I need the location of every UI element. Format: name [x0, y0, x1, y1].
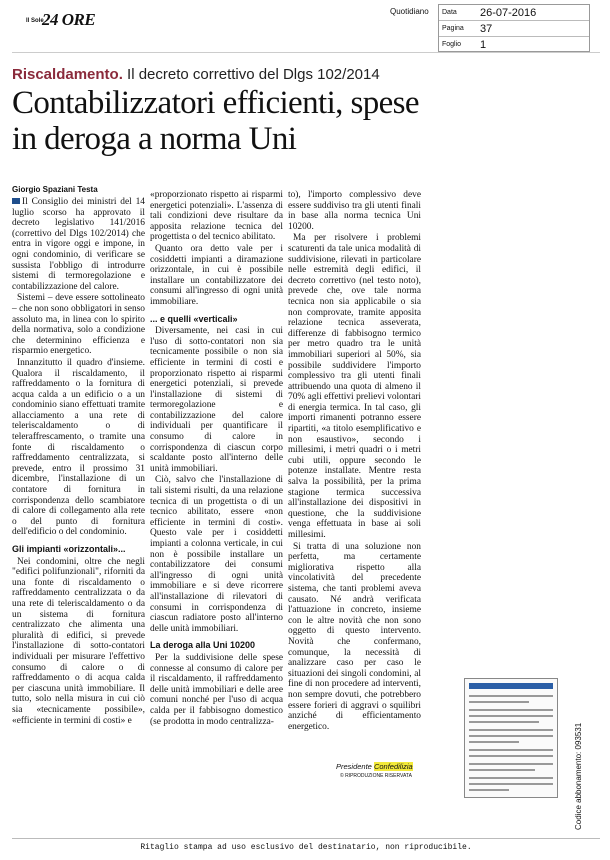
- subscription-code: Codice abbonamento: 093531: [574, 722, 583, 830]
- thumbnail-line: [469, 755, 553, 757]
- thumbnail-title-bar: [469, 683, 553, 689]
- thumbnail-line: [469, 701, 529, 703]
- thumbnail-line: [469, 695, 553, 697]
- publication-type: Quotidiano: [390, 7, 429, 16]
- thumbnail-line: [469, 735, 553, 737]
- metadata-box: [438, 4, 590, 52]
- paragraph: Si tratta di una soluzione non perfetta, ma certamente migliorativa rispetto alla vincolatività del precedente sistema, che tanti problemi aveva causato. Né andrà verificata l'attuazione in concreto, insieme con le altre novità che non sono oggetto di questo intervento. Novità che confermano, comunque, la necessità di analizzare caso per caso le situazioni dei singoli condomini, al fine di non procedere ad interventi, non sempre dovuti, che potrebbero essere forieri di aggravi o squilibri anziché di efficientamento energetico.: [288, 541, 421, 732]
- footer-disclaimer: Ritaglio stampa ad uso esclusivo del destinatario, non riproducibile.: [140, 843, 472, 852]
- section-mark-icon: [12, 198, 20, 204]
- article-column-3: [288, 190, 421, 733]
- thumbnail-line: [469, 783, 553, 785]
- thumbnail-line: [469, 769, 535, 771]
- header-divider: [12, 52, 600, 53]
- thumbnail-line: [469, 715, 553, 717]
- subheading: ... e quelli «verticali»: [150, 313, 238, 324]
- kicker-subtitle: Il decreto correttivo del Dlgs 102/2014: [127, 66, 380, 83]
- page-thumbnail-image: [464, 678, 558, 798]
- copyright-note: © RIPRODUZIONE RISERVATA: [340, 773, 412, 779]
- paragraph: «proporzionato rispetto ai risparmi energetici potenziali». L'assenza di tali condizioni deve risultare da apposita relazione tecnica del progettista o del tecnico abilitato.: [150, 190, 283, 243]
- footer-divider: [12, 838, 600, 839]
- paragraph: Il Consiglio dei ministri del 14 luglio scorso ha approvato il decreto legislativo 141/2016 (correttivo del Dlgs 102/2014) che entra in vigore oggi e impone, in ogni condominio, di verificare se sussista l'obbligo di introdurre sistemi di termoregolazione e contabilizzazione del calore.: [12, 197, 145, 292]
- article-column-1: [12, 197, 145, 727]
- subheading: La deroga alla Uni 10200: [150, 640, 256, 651]
- paragraph: Diversamente, nei casi in cui l'uso di sotto-contatori non sia tecnicamente possibile o non sia efficiente in termini di costi e proporzionato rispetto ai risparmi energetici potenziali, si prevede l'installazione di sistemi di termoregolazione e contabilizzazione del calore individuali per quantificare il consumo di calore in corrispondenza di ciascun corpo scaldante posto all'interno delle unità immobiliari.: [150, 326, 283, 474]
- paragraph: Quanto ora detto vale per i cosiddetti impianti a diramazione orizzontale, in cui è possibile installare un contabilizzatore dei consumi all'ingresso di ogni unità immobiliare.: [150, 243, 283, 307]
- masthead-logo: [26, 10, 156, 32]
- article-kicker: [12, 66, 432, 83]
- meta-row-sheet: Foglio 1: [442, 38, 487, 51]
- paragraph: Per la suddivisione delle spese connesse al consumo di calore per il riscaldamento, il raffreddamento delle unità immobiliari e delle aree comuni nonché per l'uso di acqua calda per il fabbisogno domestico (se prodotta in modo centralizza-: [150, 652, 283, 727]
- article-headline: Contabilizzatori efficienti, spese in deroga a norma Uni: [12, 85, 419, 157]
- paragraph: Sistemi – deve essere sottolineato – che non sono obbligatori in senso assoluto ma, in linea con lo spirito della normativa, solo a condizione che determinino efficienza e risparmio energetico.: [12, 293, 145, 357]
- paragraph: to), l'importo complessivo deve essere suddiviso tra gli utenti finali in base alla norma tecnica Uni 10200.: [288, 190, 421, 232]
- paragraph: Innanzitutto il quadro d'insieme. Qualora il riscaldamento, il raffreddamento o la fornitura di acqua calda a un edificio o a un condominio siano effettuati tramite allacciamento a una rete di teleriscaldamento o di teleraffrescamento, o tramite una fonte di riscaldamento o raffreddamento centralizzata, si prevede, entro il prossimo 31 dicembre, l'installazione di un contatore di fornitura in corrispondenza dello scambiatore di calore di collegamento alla rete o del punto di fornitura dell'edificio o del condominio.: [12, 357, 145, 538]
- paragraph: Ciò, salvo che l'installazione di tali sistemi risulti, da una relazione tecnica di un progettista o di un tecnico abilitato, essere «non efficiente in termini di costi». Questo vale per i cosiddetti impianti a colonna verticale, in cui non è possibile installare un contabilizzatore dei consumi all'ingresso di ogni unità immobiliare e si deve ricorrere all'installazione di rilevatori di consumi in corrispondenza di ciascun radiatore posto all'interno delle unità immobiliari.: [150, 475, 283, 634]
- paragraph: Ma per risolvere i problemi scaturenti da tale unica modalità di suddivisione, rilevati in particolare nelle estremità degli edifici, il decreto correttivo (nel testo noto), prevede che, ove tale norma tecnica non sia applicabile o sia non comprovate, tramite apposita relazione tecnica asseverata, differenze di fabbisogno termico per metro quadro tra le unità immobiliari superiori al 50%, sia possibile suddividere l'importo complessivo tra gli utenti finali attribuendo una quota di almeno il 70% agli effettivi prelievi volontari di energia termica. In tal caso, gli importi rimanenti potranno essere ripartiti, «a titolo esemplificativo e non esaustivo», secondo i millesimi, i metri quadri o i metri cubi utili, oppure secondo le potenze installate. Mentre resta salva la possibilità, per la prima stagione termica successiva all'installazione dei dispositivi in questione, che la suddivisione venga effettuata in base ai soli millesimi.: [288, 233, 421, 540]
- masthead-small: Il Sole: [26, 18, 44, 24]
- author-signature: Presidente Confedilizia: [336, 762, 413, 771]
- kicker-topic: Riscaldamento.: [12, 66, 123, 83]
- thumbnail-line: [469, 777, 553, 779]
- article-column-2: [150, 190, 283, 728]
- meta-row-date: Data 26-07-2016: [439, 5, 589, 21]
- masthead-big: 24 ORE: [42, 10, 96, 29]
- thumbnail-line: [469, 789, 509, 791]
- thumbnail-line: [469, 741, 519, 743]
- thumbnail-line: [469, 749, 553, 751]
- thumbnail-line: [469, 709, 553, 711]
- thumbnail-line: [469, 763, 553, 765]
- subheading: Gli impianti «orizzontali»...: [12, 544, 126, 554]
- thumbnail-line: [469, 729, 553, 731]
- signature-org-highlight: Confedilizia: [373, 762, 413, 771]
- paragraph: Nei condomini, oltre che negli "edifici polifunzionali", riforniti da una fonte di riscaldamento o raffreddamento centralizzata o da una rete di teleriscaldamento o da un sistema di fornitura centralizzato che alimenta una pluralità di edifici, si prevede l'installazione di sotto-contatori individuali per misurare l'effettivo consumo di calore o di raffreddamento o di acqua calda per ciascuna unità immobiliare. Il tutto, solo nella misura in cui ciò sia «tecnicamente possibile», «efficiente in termini di costi» e: [12, 556, 145, 726]
- article-author: Giorgio Spaziani Testa: [12, 185, 98, 194]
- thumbnail-line: [469, 721, 539, 723]
- meta-row-page: Pagina 37: [439, 21, 589, 37]
